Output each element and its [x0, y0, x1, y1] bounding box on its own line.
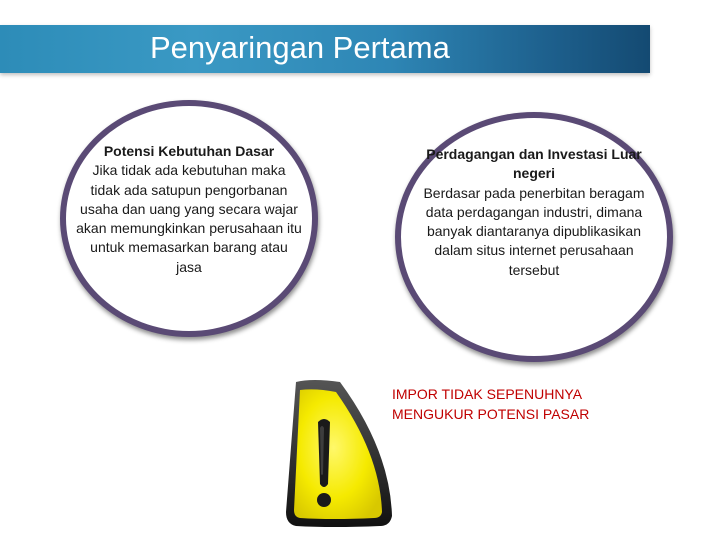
right-circle-body: Berdasar pada penerbitan beragam data perdagangan industri, dimana banyak diantaranya dipublikasikan dalam situs internet perusahaan tersebut: [423, 184, 645, 278]
right-circle-text: [401, 145, 667, 280]
left-circle-body: Jika tidak ada kebutuhan maka tidak ada satupun pengorbanan usaha dan uang yang secara wajar akan memungkinkan perusahaan itu untuk memasarkan barang atau jasa: [76, 162, 302, 275]
right-circle: [395, 112, 673, 362]
warning-line-2: MENGUKUR POTENSI PASAR: [392, 406, 590, 422]
right-circle-heading: Perdagangan dan Investasi Luar negeri: [426, 146, 642, 182]
left-circle-heading: Potensi Kebutuhan Dasar: [103, 143, 275, 159]
warning-icon: [282, 378, 394, 528]
title-bar: [0, 25, 650, 73]
left-circle-text: [66, 142, 312, 277]
warning-message: [392, 384, 589, 424]
warning-line-1: IMPOR TIDAK SEPENUHNYA: [392, 386, 583, 402]
page-title: Penyaringan Pertama: [150, 30, 450, 65]
left-circle: [60, 100, 318, 337]
